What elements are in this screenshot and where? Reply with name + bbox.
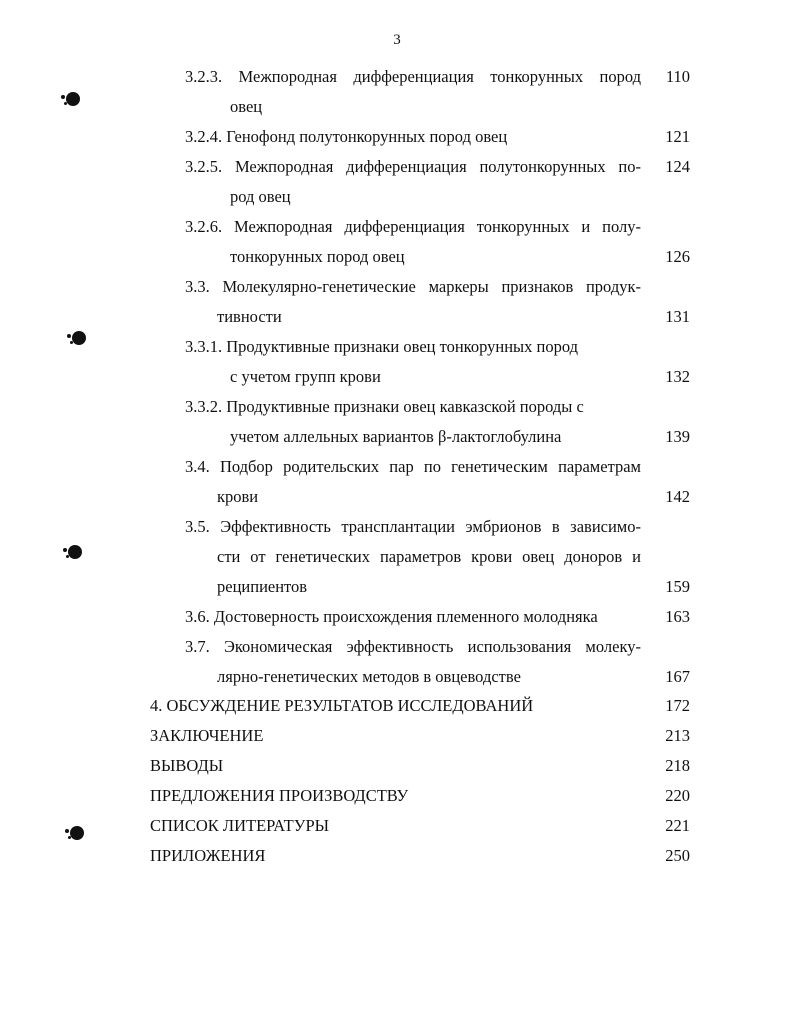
toc-page-number: 131 [665, 307, 690, 326]
toc-entry-line: крови [217, 487, 259, 506]
toc-page-number: 213 [665, 726, 690, 745]
toc-entry-line: 3.2.4. Генофонд полутонкорунных пород овец [185, 127, 508, 146]
toc-entry-line: учетом аллельных вариантов β-лактоглобулина [230, 427, 562, 446]
punch-hole-mark [68, 545, 82, 559]
toc-entry-line: род овец [230, 187, 291, 206]
toc-entry-line: 3.3.1. Продуктивные признаки овец тонкорунных пород [185, 337, 579, 356]
toc-page-number: 142 [665, 487, 690, 506]
toc-entry-line: лярно-генетических методов в овцеводстве [217, 667, 521, 686]
toc-entry-line: 3.2.6. Межпородная дифференциация тонкорунных и полу- [185, 217, 641, 236]
toc-entry-line: с учетом групп крови [230, 367, 381, 386]
toc-page-number: 220 [665, 786, 690, 805]
toc-page-number: 159 [665, 577, 690, 596]
toc-page-number: 163 [665, 607, 690, 626]
toc-entry-line: 3.2.5. Межпородная дифференциация полутонкорунных по- [185, 157, 641, 176]
punch-hole-mark [72, 331, 86, 345]
toc-entry-line: реципиентов [217, 577, 308, 596]
toc-chapter-title: СПИСОК ЛИТЕРАТУРЫ [150, 816, 330, 835]
punch-hole-mark [70, 826, 84, 840]
toc-page-number: 124 [665, 157, 690, 176]
toc-entry-line: 3.7. Экономическая эффективность использования молеку- [185, 637, 641, 656]
page-number: 3 [393, 32, 401, 48]
toc-page-number: 139 [665, 427, 690, 446]
toc-page-number: 121 [665, 127, 690, 146]
toc-entry-line: 3.3. Молекулярно-генетические маркеры признаков продук- [185, 277, 641, 296]
toc-chapter-title: ВЫВОДЫ [150, 756, 224, 775]
toc-entry-line: 3.4. Подбор родительских пар по генетическим параметрам [185, 457, 641, 476]
toc-chapter-title: ЗАКЛЮЧЕНИЕ [150, 726, 264, 745]
toc-page-number: 172 [665, 696, 690, 715]
toc-entry-line: тонкорунных пород овец [230, 247, 405, 266]
toc-entry-line: овец [230, 97, 263, 116]
toc-entry-line: 3.2.3. Межпородная дифференциация тонкорунных пород [185, 67, 641, 86]
toc-entry-line: 3.6. Достоверность происхождения племенного молодняка [185, 607, 598, 626]
toc-chapter-title: ПРИЛОЖЕНИЯ [150, 846, 266, 865]
toc-entry-line: 3.3.2. Продуктивные признаки овец кавказской породы с [185, 397, 584, 416]
toc-entry-line: сти от генетических параметров крови овец доноров и [217, 547, 641, 566]
toc-chapter-title: ПРЕДЛОЖЕНИЯ ПРОИЗВОДСТВУ [150, 786, 409, 805]
toc-page-number: 110 [665, 67, 690, 86]
toc-page-number: 126 [665, 247, 690, 266]
toc-page-number: 167 [665, 667, 690, 686]
toc-page-number: 250 [665, 846, 690, 865]
toc-page-number: 218 [665, 756, 690, 775]
toc-entry-line: тивности [217, 307, 282, 326]
punch-hole-mark [66, 92, 80, 106]
toc-page-number: 221 [665, 816, 690, 835]
toc-chapter-title: 4. ОБСУЖДЕНИЕ РЕЗУЛЬТАТОВ ИССЛЕДОВАНИЙ [150, 696, 534, 715]
toc-entry-line: 3.5. Эффективность трансплантации эмбрионов в зависимо- [185, 517, 641, 536]
toc-page-number: 132 [665, 367, 690, 386]
